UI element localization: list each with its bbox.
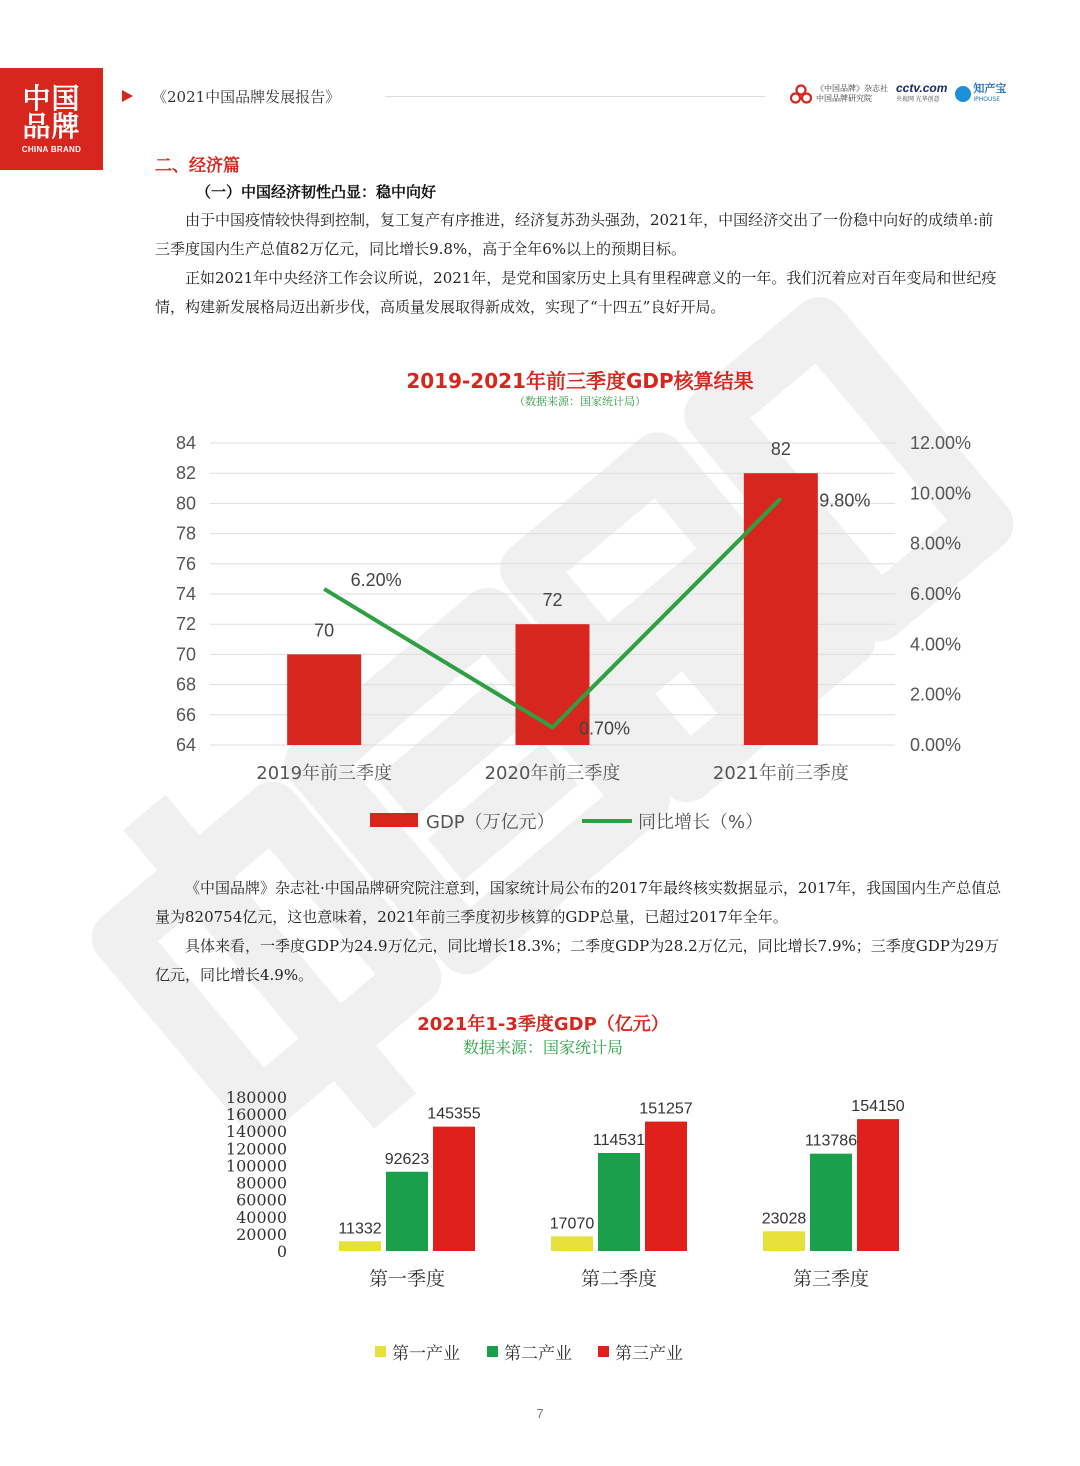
legend-swatch [375, 1346, 386, 1357]
y2-tick-label: 2.00% [910, 684, 962, 705]
logo-main-text: 中国品牌 [22, 81, 81, 143]
publisher-line2: 中国品牌研究院 [816, 94, 872, 103]
industry-bar-label: 154150 [851, 1098, 905, 1116]
y-tick-label: 140000 [225, 1122, 287, 1142]
industry-bar [386, 1172, 428, 1251]
y-tick-label: 20000 [236, 1224, 287, 1244]
publisher-logo [790, 84, 888, 104]
y-tick-label: 80000 [236, 1173, 287, 1193]
gdp-2021-quarterly-chart [205, 1005, 945, 1385]
paragraph-4: 具体来看，一季度GDP为24.9万亿元，同比增长18.3%；二季度GDP为28.2万亿元，同比增长7.9%；三季度GDP为29万亿元，同比增长4.9%。 [155, 937, 999, 984]
page-number: 7 [536, 1406, 544, 1421]
y-tick-label: 120000 [225, 1139, 287, 1159]
zhichanbao-sub: IPHOUSE [973, 96, 1000, 103]
industry-bar [339, 1241, 381, 1251]
zhichanbao-main: 知产宝 [973, 82, 1007, 95]
paragraph-1: 由于中国疫情较快得到控制，复工复产有序推进，经济复苏劲头强劲，2021年，中国经济交出了一份稳中向好的成绩单:前三季度国内生产总值82万亿元，同比增长9.8%，高于全年6%以上的预期目标。 [155, 211, 994, 258]
x-tick-label: 2019年前三季度 [256, 763, 393, 784]
gdp-bar-label: 82 [770, 439, 791, 460]
industry-bar-label: 11332 [338, 1220, 382, 1238]
y-tick-label: 68 [175, 674, 196, 695]
section-heading: 二、经济篇 [155, 156, 240, 176]
industry-bar [645, 1122, 687, 1251]
logo-sub-text: CHINA BRAND [21, 144, 82, 154]
y-tick-label: 72 [175, 614, 196, 635]
publisher-mark-icon [790, 84, 812, 104]
y2-tick-label: 6.00% [910, 584, 962, 604]
industry-bar [433, 1127, 475, 1251]
legend-gdp-label: GDP（万亿元） [426, 812, 555, 833]
industry-bar-label: 17070 [549, 1215, 595, 1233]
report-title: 《2021中国品牌发展报告》 [152, 88, 341, 106]
y-tick-label: 60000 [236, 1190, 287, 1210]
gdp-bar [287, 654, 361, 745]
gdp-2019-2021-chart [150, 360, 1010, 850]
y-tick-label: 84 [175, 433, 196, 453]
cctv-main: cctv.com [896, 81, 948, 95]
legend-growth-label: 同比增长（%） [638, 812, 764, 833]
y-tick-label: 160000 [225, 1105, 287, 1125]
y-tick-label: 64 [175, 735, 196, 755]
y-tick-label: 100000 [225, 1156, 287, 1176]
y2-tick-label: 0.00% [910, 735, 962, 755]
zhichanbao-icon [955, 86, 971, 102]
paragraph-2: 正如2021年中央经济工作会议所说，2021年，是党和国家历史上具有里程碑意义的一年。我们沉着应对百年变局和世纪疫情，构建新发展格局迈出新步伐，高质量发展取得新成效，实现了“十四五”良好开局。 [155, 269, 997, 316]
partner-logos [790, 82, 1006, 106]
growth-label: 9.80% [819, 490, 871, 511]
y2-tick-label: 10.00% [910, 483, 972, 504]
legend-swatch [598, 1346, 609, 1357]
x-tick-label: 第一季度 [368, 1268, 446, 1290]
legend-gdp-swatch [370, 813, 418, 827]
x-tick-label: 第三季度 [792, 1268, 870, 1290]
y-tick-label: 70 [175, 644, 196, 665]
legend-label: 第二产业 [504, 1344, 572, 1364]
industry-bar-label: 92623 [384, 1150, 430, 1168]
industry-bar [551, 1236, 593, 1251]
legend-label: 第一产业 [392, 1344, 460, 1364]
y-tick-label: 80 [175, 493, 196, 514]
gdp-bar-label: 70 [314, 620, 335, 641]
industry-bar [598, 1153, 640, 1251]
y-tick-label: 66 [175, 704, 196, 725]
x-tick-label: 2020年前三季度 [484, 763, 621, 784]
industry-bar-label: 151257 [639, 1100, 693, 1118]
industry-bar [857, 1119, 899, 1251]
china-brand-logo [0, 68, 103, 170]
cctv-logo [896, 82, 947, 106]
growth-label: 0.70% [578, 718, 631, 739]
x-tick-label: 2021年前三季度 [712, 763, 849, 784]
gdp-bar [744, 473, 818, 745]
publisher-line1: 《中国品牌》杂志社 [816, 84, 888, 93]
header-divider [385, 96, 765, 97]
industry-bar-label: 113786 [804, 1132, 858, 1150]
y2-tick-label: 12.00% [910, 433, 972, 453]
y-tick-label: 78 [175, 523, 196, 544]
y-tick-label: 0 [276, 1242, 287, 1261]
chart-subtitle: 数据来源：国家统计局 [462, 1038, 624, 1057]
y-tick-label: 40000 [236, 1207, 287, 1227]
cctv-sub: 央视网 光华创意 [896, 97, 940, 103]
chart-title: 2019-2021年前三季度GDP核算结果 [406, 369, 754, 393]
y2-tick-label: 4.00% [910, 634, 962, 655]
y-tick-label: 74 [175, 584, 196, 604]
growth-label: 6.20% [350, 569, 402, 590]
chart-title: 2021年1-3季度GDP（亿元） [417, 1014, 669, 1035]
industry-bar-label: 145355 [427, 1105, 481, 1123]
legend-swatch [487, 1346, 498, 1357]
chart-subtitle: （数据来源：国家统计局） [514, 395, 646, 408]
industry-bar-label: 23028 [761, 1210, 807, 1228]
y2-tick-label: 8.00% [910, 533, 962, 554]
industry-bar-label: 114531 [592, 1132, 646, 1150]
zhichanbao-logo [955, 83, 1006, 105]
gdp-bar-label: 72 [542, 590, 563, 611]
play-arrow-icon [122, 90, 133, 102]
subsection-heading: （一）中国经济韧性凸显：稳中向好 [196, 183, 437, 201]
x-tick-label: 第二季度 [580, 1268, 658, 1290]
paragraph-3: 《中国品牌》杂志社·中国品牌研究院注意到，国家统计局公布的2017年最终核实数据显示，2017年，我国国内生产总值总量为820754亿元，这也意味着，2021年前三季度初步核算的GDP总量，已超过2017年全年。 [155, 879, 1002, 926]
y-tick-label: 76 [175, 553, 196, 574]
y-tick-label: 82 [175, 463, 196, 484]
industry-bar [763, 1231, 805, 1251]
legend-label: 第三产业 [615, 1344, 683, 1364]
industry-bar [810, 1154, 852, 1251]
y-tick-label: 180000 [225, 1088, 287, 1107]
